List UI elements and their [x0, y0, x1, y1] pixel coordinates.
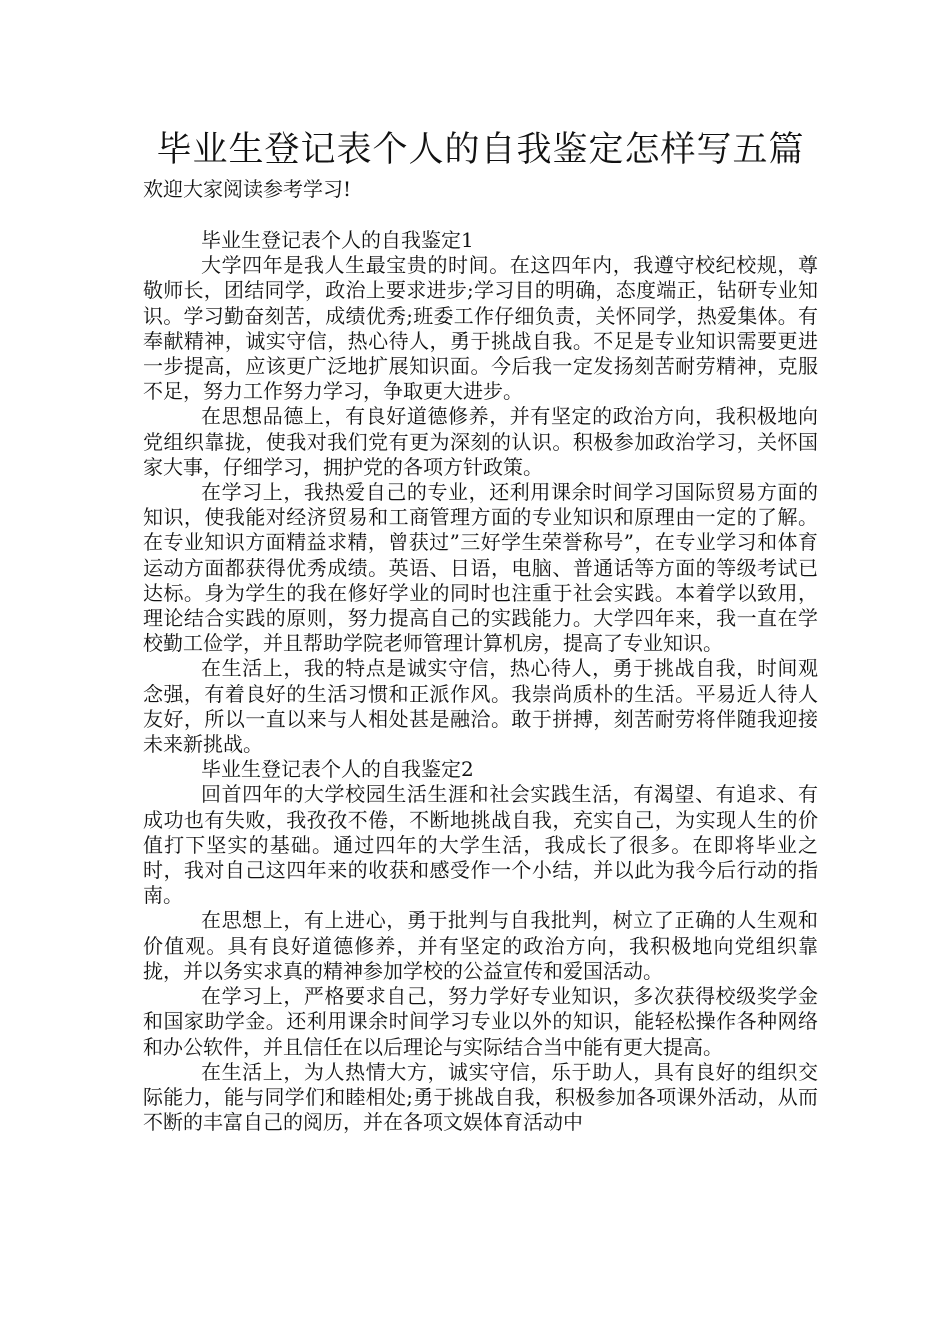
paragraph: 在学习上，我热爱自己的专业，还利用课余时间学习国际贸易方面的知识，使我能对经济贸易和工商管理方面的专业知识和原理由一定的了解。在专业知识方面精益求精，曾获过”三好学生荣誉称号”，在专业学习和体育运动方面都获得优秀成绩。英语、日语，电脑、普通话等方面的等级考试已达标。身为学生的我在修好学业的同时也注重于社会实践。本着学以致用，理论结合实践的原则，努力提高自己的实践能力。大学四年来，我一直在学校勤工俭学，并且帮助学院老师管理计算机房，提高了专业知识。 [143, 480, 818, 656]
paragraph: 回首四年的大学校园生活生涯和社会实践生活，有渴望、有追求、有成功也有失败，我孜孜不倦，不断地挑战自我，充实自己，为实现人生的价值打下坚实的基础。通过四年的大学生活，我成长了很多。在即将毕业之时，我对自己这四年来的收获和感受作一个小结，并以此为我今后行动的指南。 [143, 782, 818, 908]
paragraph: 在学习上，严格要求自己，努力学好专业知识，多次获得校级奖学金和国家助学金。还利用课余时间学习专业以外的知识，能轻松操作各种网络和办公软件，并且信任在以后理论与实际结合当中能有更大提高。 [143, 984, 818, 1059]
paragraph: 大学四年是我人生最宝贵的时间。在这四年内，我遵守校纪校规，尊敬师长，团结同学，政治上要求进步;学习目的明确，态度端正，钻研专业知识。学习勤奋刻苦，成绩优秀;班委工作仔细负责，关怀同学，热爱集体。有奉献精神，诚实守信，热心待人，勇于挑战自我。不足是专业知识需要更进一步提高，应该更广泛地扩展知识面。今后我一定发扬刻苦耐劳精神，克服不足，努力工作努力学习，争取更大进步。 [143, 253, 818, 404]
document-body [143, 228, 818, 1135]
section-heading-2: 毕业生登记表个人的自我鉴定2 [201, 757, 474, 782]
page-bottom-margin [0, 1222, 950, 1344]
paragraph: 在思想上，有上进心，勇于批判与自我批判，树立了正确的人生观和价值观。具有良好道德修养，并有坚定的政治方向，我积极地向党组织靠拢，并以务实求真的精神参加学校的公益宣传和爱国活动。 [143, 908, 818, 983]
welcome-line: 欢迎大家阅读参考学习! [143, 177, 352, 201]
paragraph: 在思想品德上，有良好道德修养，并有坚定的政治方向，我积极地向党组织靠拢，使我对我们党有更为深刻的认识。积极参加政治学习，关怀国家大事，仔细学习，拥护党的各项方针政策。 [143, 404, 818, 479]
document-page [143, 126, 818, 1135]
paragraph: 在生活上，为人热情大方，诚实守信，乐于助人，具有良好的组织交际能力，能与同学们和睦相处;勇于挑战自我，积极参加各项课外活动，从而不断的丰富自己的阅历，并在各项文娱体育活动中 [143, 1059, 818, 1135]
paragraph: 在生活上，我的特点是诚实守信，热心待人，勇于挑战自我，时间观念强，有着良好的生活习惯和正派作风。我崇尚质朴的生活。平易近人待人友好，所以一直以来与人相处甚是融洽。敢于拼搏，刻苦耐劳将伴随我迎接未来新挑战。 [143, 656, 818, 757]
section-heading-1: 毕业生登记表个人的自我鉴定1 [201, 228, 474, 252]
document-title: 毕业生登记表个人的自我鉴定怎样写五篇 [156, 130, 805, 170]
